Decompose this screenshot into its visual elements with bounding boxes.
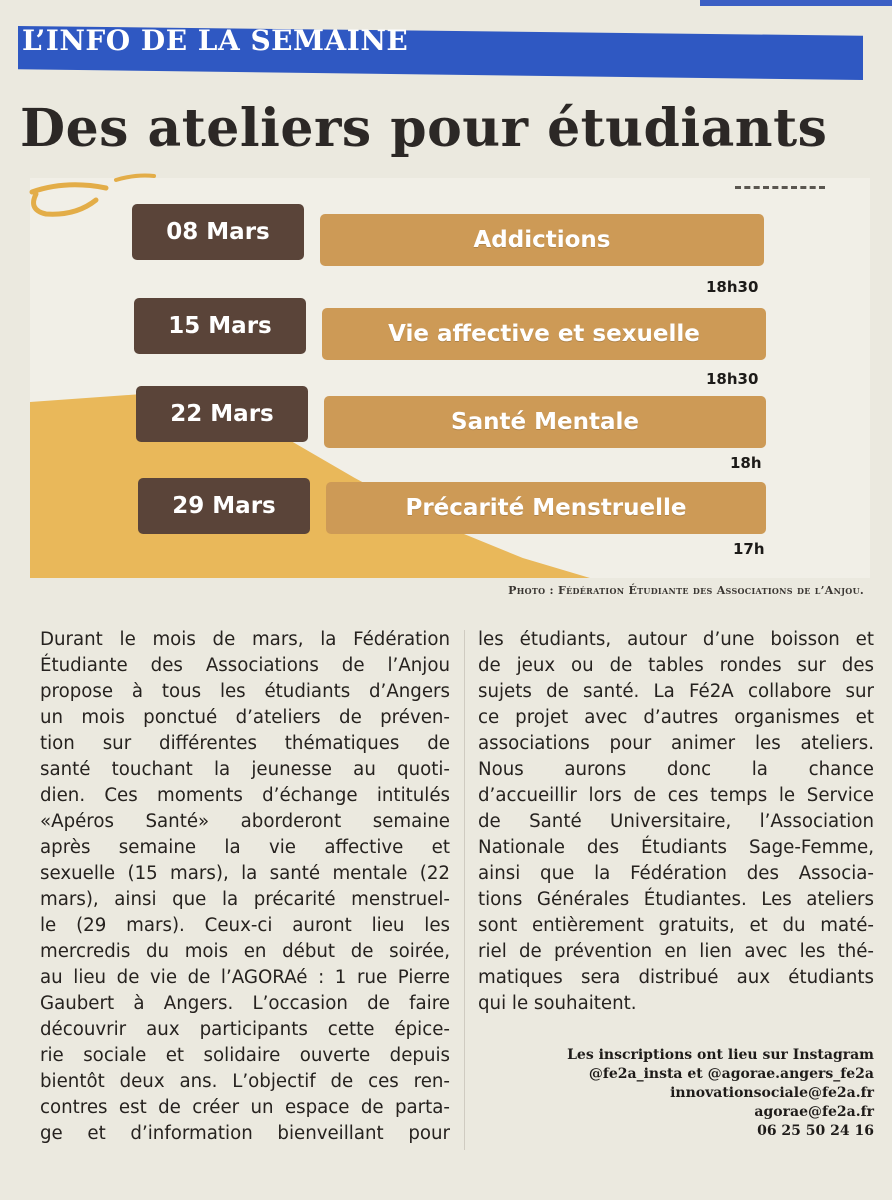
workshop-time: 18h30 bbox=[706, 370, 759, 388]
contact-line: Les inscriptions ont lieu sur Instagram bbox=[567, 1047, 874, 1063]
article-line: d’accueillir lors de ces temps le Service bbox=[478, 785, 874, 806]
workshop-time: 18h30 bbox=[706, 278, 759, 296]
article-line: Durant le mois de mars, la Fédération bbox=[40, 629, 450, 650]
article-line: ainsi que la Fédération des Associa- bbox=[478, 863, 874, 884]
article-line: sont entièrement gratuits, et du maté- bbox=[478, 915, 874, 936]
article-line: de jeux ou de tables rondes sur des bbox=[478, 655, 874, 676]
article-line: Nous aurons donc la chance bbox=[478, 759, 874, 780]
article-line: matiques sera distribué aux étudiants bbox=[478, 967, 874, 988]
article-line: tion sur différentes thématiques de bbox=[40, 733, 450, 754]
top-edge-stripe bbox=[700, 0, 892, 6]
photo-credit: Photo : Fédération Étudiante des Associations de l’Anjou. bbox=[508, 584, 864, 597]
article-line: Étudiante des Associations de l’Anjou bbox=[40, 655, 450, 676]
article-line: sujets de santé. La Fé2A collabore sur bbox=[478, 681, 874, 702]
column-divider bbox=[464, 630, 465, 1150]
contact-line: innovationsociale@fe2a.fr bbox=[670, 1085, 874, 1101]
article-line: les étudiants, autour d’une boisson et bbox=[478, 629, 874, 650]
article-line: sexuelle (15 mars), la santé mentale (22 bbox=[40, 863, 450, 884]
article-line: «Apéros Santé» aborderont semaine bbox=[40, 811, 450, 832]
article-line: le (29 mars). Ceux-ci auront lieu les bbox=[40, 915, 450, 936]
section-banner-label: L’INFO DE LA SEMAINE bbox=[22, 24, 409, 57]
article-line: après semaine la vie affective et bbox=[40, 837, 450, 858]
contact-block bbox=[567, 1046, 874, 1141]
article-line: Nationale des Étudiants Sage-Femme, bbox=[478, 837, 874, 858]
article-line: mars), ainsi que la précarité menstruel- bbox=[40, 889, 450, 910]
workshop-date: 29 Mars bbox=[138, 478, 310, 534]
article-line: Gaubert à Angers. L’occasion de faire bbox=[40, 993, 450, 1014]
workshop-date: 15 Mars bbox=[134, 298, 306, 354]
article-line: ge et d’information bienveillant pour bbox=[40, 1123, 450, 1144]
contact-line: @fe2a_insta et @agorae.angers_fe2a bbox=[588, 1066, 874, 1082]
article-line: de Santé Universitaire, l’Association bbox=[478, 811, 874, 832]
contact-line: 06 25 50 24 16 bbox=[757, 1123, 874, 1139]
article-line: qui le souhaitent. bbox=[478, 993, 637, 1014]
article-line: associations pour animer les ateliers. bbox=[478, 733, 874, 754]
page-title: Des ateliers pour étudiants bbox=[20, 98, 828, 159]
workshop-topic: Précarité Menstruelle bbox=[326, 482, 766, 534]
workshop-topic: Vie affective et sexuelle bbox=[322, 308, 766, 360]
workshop-date: 08 Mars bbox=[132, 204, 304, 260]
article-column-left bbox=[40, 627, 450, 1147]
article-line: mercredis du mois en début de soirée, bbox=[40, 941, 450, 962]
article-line: propose à tous les étudiants d’Angers bbox=[40, 681, 450, 702]
workshop-time: 18h bbox=[730, 454, 762, 472]
workshop-date: 22 Mars bbox=[136, 386, 308, 442]
article-line: ce projet avec d’autres organismes et bbox=[478, 707, 874, 728]
article-line: rie sociale et solidaire ouverte depuis bbox=[40, 1045, 450, 1066]
article-line: riel de prévention en lien avec les thé- bbox=[478, 941, 874, 962]
article-line: santé touchant la jeunesse au quoti- bbox=[40, 759, 450, 780]
article-line: découvrir aux participants cette épice- bbox=[40, 1019, 450, 1040]
article-line: contres est de créer un espace de parta- bbox=[40, 1097, 450, 1118]
contact-line: agorae@fe2a.fr bbox=[754, 1104, 874, 1120]
article-line: dien. Ces moments d’échange intitulés bbox=[40, 785, 450, 806]
article-line: au lieu de vie de l’AGORAé : 1 rue Pierre bbox=[40, 967, 450, 988]
article-line: tions Générales Étudiantes. Les ateliers bbox=[478, 889, 874, 910]
workshop-topic: Addictions bbox=[320, 214, 764, 266]
decorative-dashes bbox=[735, 186, 825, 192]
article-column-right bbox=[478, 627, 874, 1017]
workshop-time: 17h bbox=[733, 540, 765, 558]
article-line: bientôt deux ans. L’objectif de ces ren- bbox=[40, 1071, 450, 1092]
workshop-topic: Santé Mentale bbox=[324, 396, 766, 448]
article-line: un mois ponctué d’ateliers de préven- bbox=[40, 707, 450, 728]
